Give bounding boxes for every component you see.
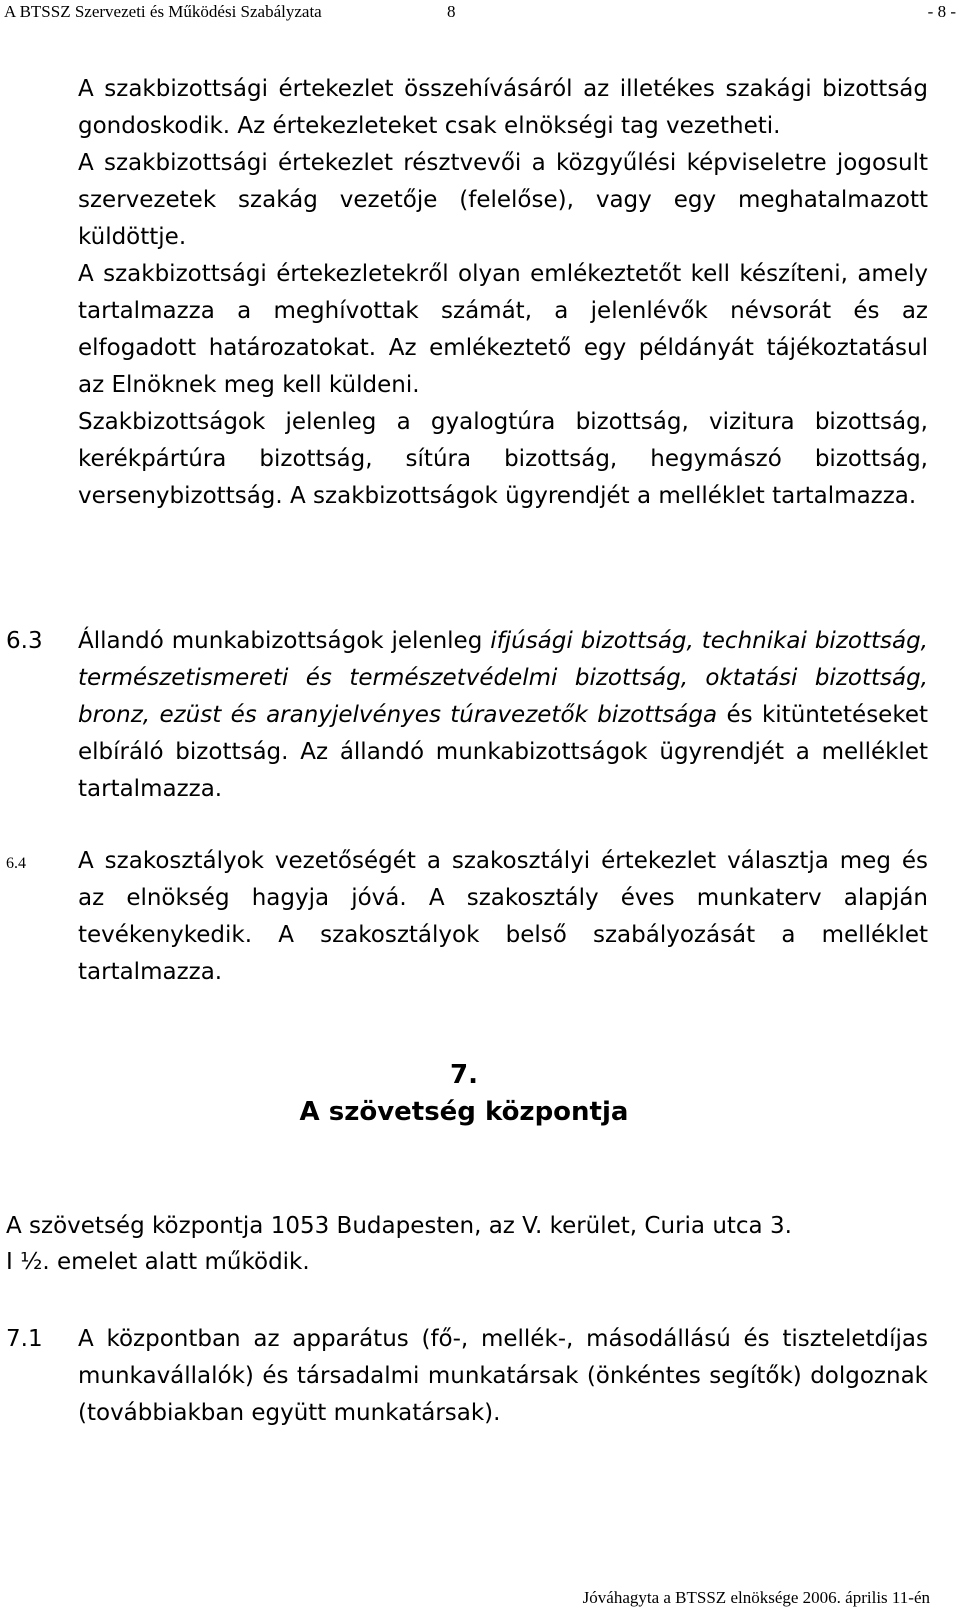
section-number: 6.3 xyxy=(6,628,43,654)
italic-text-run: ifjúsági bizottság, technikai bizottság, természetismereti és természetvédelmi bizottság, oktatási bizottság, bronz, ezüst és aranyjelvényes túravezetők bizottsága xyxy=(78,628,928,728)
paragraph: I ½. emelet alatt működik. xyxy=(6,1249,310,1275)
text-run: és kitüntetéseket elbíráló bizottság. Az állandó munkabizottságok ügyrendjét a melléklet tartalmazza. xyxy=(78,702,929,802)
chapter-number: 7. xyxy=(450,1060,478,1090)
paragraph xyxy=(78,623,928,808)
page-footer: Jóváhagyta a BTSSZ elnöksége 2006. április 11-én xyxy=(582,1588,930,1607)
paragraph: A szövetség központja 1053 Budapesten, az V. kerület, Curia utca 3. xyxy=(6,1213,792,1239)
header-page-number: - 8 - xyxy=(927,2,956,21)
paragraph: A központban az apparátus (fő-, mellék-, másodállású és tiszteletdíjas munkavállalók) és társadalmi munkatársak (önkéntes segítők) dolgoznak (továbbiakban együtt munkatársak). xyxy=(78,1326,928,1426)
section-7-1-body xyxy=(78,1321,928,1432)
chapter-7-intro xyxy=(6,1208,906,1280)
header-title: A BTSSZ Szervezeti és Működési Szabályzata xyxy=(4,2,322,21)
paragraph: A szakbizottsági értekezletekről olyan emlékeztetőt kell készíteni, amely tartalmazza a meghívottak számát, a jelenlévők névsorát és az elfogadott határozatokat. Az emlékeztető egy példányát tájékoztatásul az Elnöknek meg kell küldeni. xyxy=(78,261,928,398)
section-6-2-body xyxy=(78,71,928,515)
paragraph: Szakbizottságok jelenleg a gyalogtúra bizottság, vizitura bizottság, kerékpártúra bizottság, sítúra bizottság, hegymászó bizottság, versenybizottság. A szakbizottságok ügyrendjét a melléklet tartalmazza. xyxy=(78,409,928,509)
page-header xyxy=(4,2,956,24)
section-6-3-body xyxy=(78,623,928,808)
paragraph: A szakosztályok vezetőségét a szakosztályi értekezlet választja meg és az elnökség hagyja jóvá. A szakosztály éves munkaterv alapján tevékenykedik. A szakosztályok belső szabályozását a melléklet tartalmazza. xyxy=(78,848,928,985)
paragraph: A szakbizottsági értekezlet összehívásáról az illetékes szakági bizottság gondoskodik. Az értekezleteket csak elnökségi tag vezetheti. xyxy=(78,76,928,139)
text-run: Állandó munkabizottságok jelenleg xyxy=(78,628,491,654)
section-6-4-body xyxy=(78,843,928,991)
section-number: 6.4 xyxy=(6,855,26,872)
chapter-title: A szövetség központja xyxy=(299,1097,629,1127)
section-number: 7.1 xyxy=(6,1326,43,1352)
header-number: 8 xyxy=(447,2,456,21)
paragraph: A szakbizottsági értekezlet résztvevői a közgyűlési képviseletre jogosult szervezetek szakág vezetője (felelőse), vagy egy meghatalmazott küldöttje. xyxy=(78,150,928,250)
